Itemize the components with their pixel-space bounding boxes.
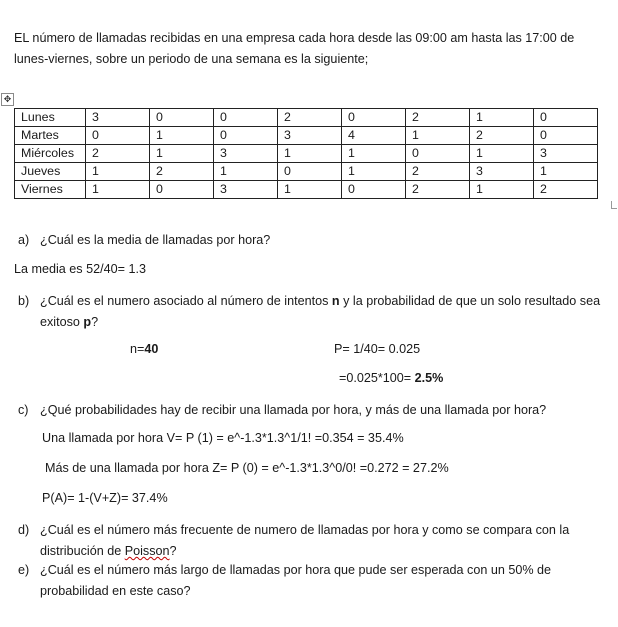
day-cell: Lunes bbox=[15, 109, 86, 127]
value-cell: 2 bbox=[406, 163, 470, 181]
answer-c-line-2: Más de una llamada por hora Z= P (0) = e^-1.3*1.3^0/0! =0.272 = 27.2% bbox=[45, 461, 449, 475]
value-cell: 1 bbox=[86, 163, 150, 181]
value-cell: 1 bbox=[406, 127, 470, 145]
question-d-label: d) bbox=[18, 523, 30, 537]
value-cell: 0 bbox=[342, 109, 406, 127]
question-e-text: ¿Cuál es el número más largo de llamadas por hora que pude ser esperada con un 50% de probabilidad en este caso? bbox=[40, 563, 552, 598]
value-cell: 1 bbox=[534, 163, 598, 181]
value-cell: 2 bbox=[278, 109, 342, 127]
question-e-label: e) bbox=[18, 563, 30, 577]
value-cell: 0 bbox=[278, 163, 342, 181]
question-a-label: a) bbox=[18, 233, 30, 247]
value-cell: 1 bbox=[470, 109, 534, 127]
day-cell: Miércoles bbox=[15, 145, 86, 163]
value-cell: 1 bbox=[470, 181, 534, 199]
value-cell: 4 bbox=[342, 127, 406, 145]
answer-b-percent: =0.025*100= 2.5% bbox=[339, 371, 444, 385]
value-cell: 0 bbox=[150, 109, 214, 127]
value-cell: 3 bbox=[86, 109, 150, 127]
value-cell: 2 bbox=[86, 145, 150, 163]
value-cell: 1 bbox=[150, 145, 214, 163]
value-cell: 1 bbox=[470, 145, 534, 163]
question-d bbox=[18, 520, 613, 562]
question-c-text: ¿Qué probabilidades hay de recibir una llamada por hora, y más de una llamada por hora? bbox=[40, 403, 547, 417]
question-a bbox=[18, 230, 613, 251]
day-cell: Jueves bbox=[15, 163, 86, 181]
value-cell: 0 bbox=[86, 127, 150, 145]
answer-b-p: P= 1/40= 0.025 bbox=[334, 342, 421, 356]
value-cell: 2 bbox=[470, 127, 534, 145]
table-row bbox=[15, 109, 598, 127]
answer-b-n: n=40 bbox=[130, 342, 159, 356]
value-cell: 2 bbox=[406, 181, 470, 199]
day-cell: Viernes bbox=[15, 181, 86, 199]
value-cell: 2 bbox=[534, 181, 598, 199]
value-cell: 0 bbox=[150, 181, 214, 199]
table-move-handle-icon[interactable]: ✥ bbox=[1, 93, 14, 106]
intro-line-1: EL número de llamadas recibidas en una empresa cada hora desde las 09:00 am hasta las 17:00 de bbox=[14, 31, 575, 45]
question-a-text: ¿Cuál es la media de llamadas por hora? bbox=[40, 233, 271, 247]
value-cell: 0 bbox=[406, 145, 470, 163]
value-cell: 3 bbox=[214, 181, 278, 199]
value-cell: 1 bbox=[150, 127, 214, 145]
value-cell: 1 bbox=[342, 145, 406, 163]
value-cell: 2 bbox=[406, 109, 470, 127]
intro-paragraph bbox=[14, 28, 610, 70]
calls-table bbox=[14, 108, 598, 199]
question-b bbox=[18, 291, 613, 333]
value-cell: 3 bbox=[214, 145, 278, 163]
value-cell: 0 bbox=[534, 127, 598, 145]
spellcheck-word: Poisson bbox=[124, 544, 170, 558]
value-cell: 1 bbox=[278, 145, 342, 163]
answer-c-line-3: P(A)= 1-(V+Z)= 37.4% bbox=[42, 491, 168, 505]
value-cell: 3 bbox=[534, 145, 598, 163]
table-row bbox=[15, 163, 598, 181]
value-cell: 2 bbox=[150, 163, 214, 181]
question-d-text: ¿Cuál es el número más frecuente de numero de llamadas por hora y como se compara con la distribución de Poisson? bbox=[40, 523, 570, 558]
value-cell: 0 bbox=[214, 127, 278, 145]
value-cell: 1 bbox=[214, 163, 278, 181]
table-row bbox=[15, 145, 598, 163]
question-b-text: ¿Cuál es el numero asociado al número de intentos n y la probabilidad de que un solo resultado sea exitoso p? bbox=[40, 294, 601, 329]
question-e bbox=[18, 560, 613, 602]
answer-c-line-1: Una llamada por hora V= P (1) = e^-1.3*1.3^1/1! =0.354 = 35.4% bbox=[42, 431, 404, 445]
table-row bbox=[15, 181, 598, 199]
value-cell: 0 bbox=[534, 109, 598, 127]
value-cell: 1 bbox=[278, 181, 342, 199]
value-cell: 1 bbox=[86, 181, 150, 199]
value-cell: 0 bbox=[342, 181, 406, 199]
question-c bbox=[18, 400, 613, 421]
value-cell: 3 bbox=[278, 127, 342, 145]
table-row bbox=[15, 127, 598, 145]
value-cell: 0 bbox=[214, 109, 278, 127]
question-c-label: c) bbox=[18, 403, 29, 417]
day-cell: Martes bbox=[15, 127, 86, 145]
table-resize-handle-icon[interactable] bbox=[611, 201, 617, 209]
answer-a: La media es 52/40= 1.3 bbox=[14, 262, 146, 276]
value-cell: 3 bbox=[470, 163, 534, 181]
question-b-label: b) bbox=[18, 294, 30, 308]
intro-line-2: lunes-viernes, sobre un periodo de una semana es la siguiente; bbox=[14, 52, 369, 66]
value-cell: 1 bbox=[342, 163, 406, 181]
